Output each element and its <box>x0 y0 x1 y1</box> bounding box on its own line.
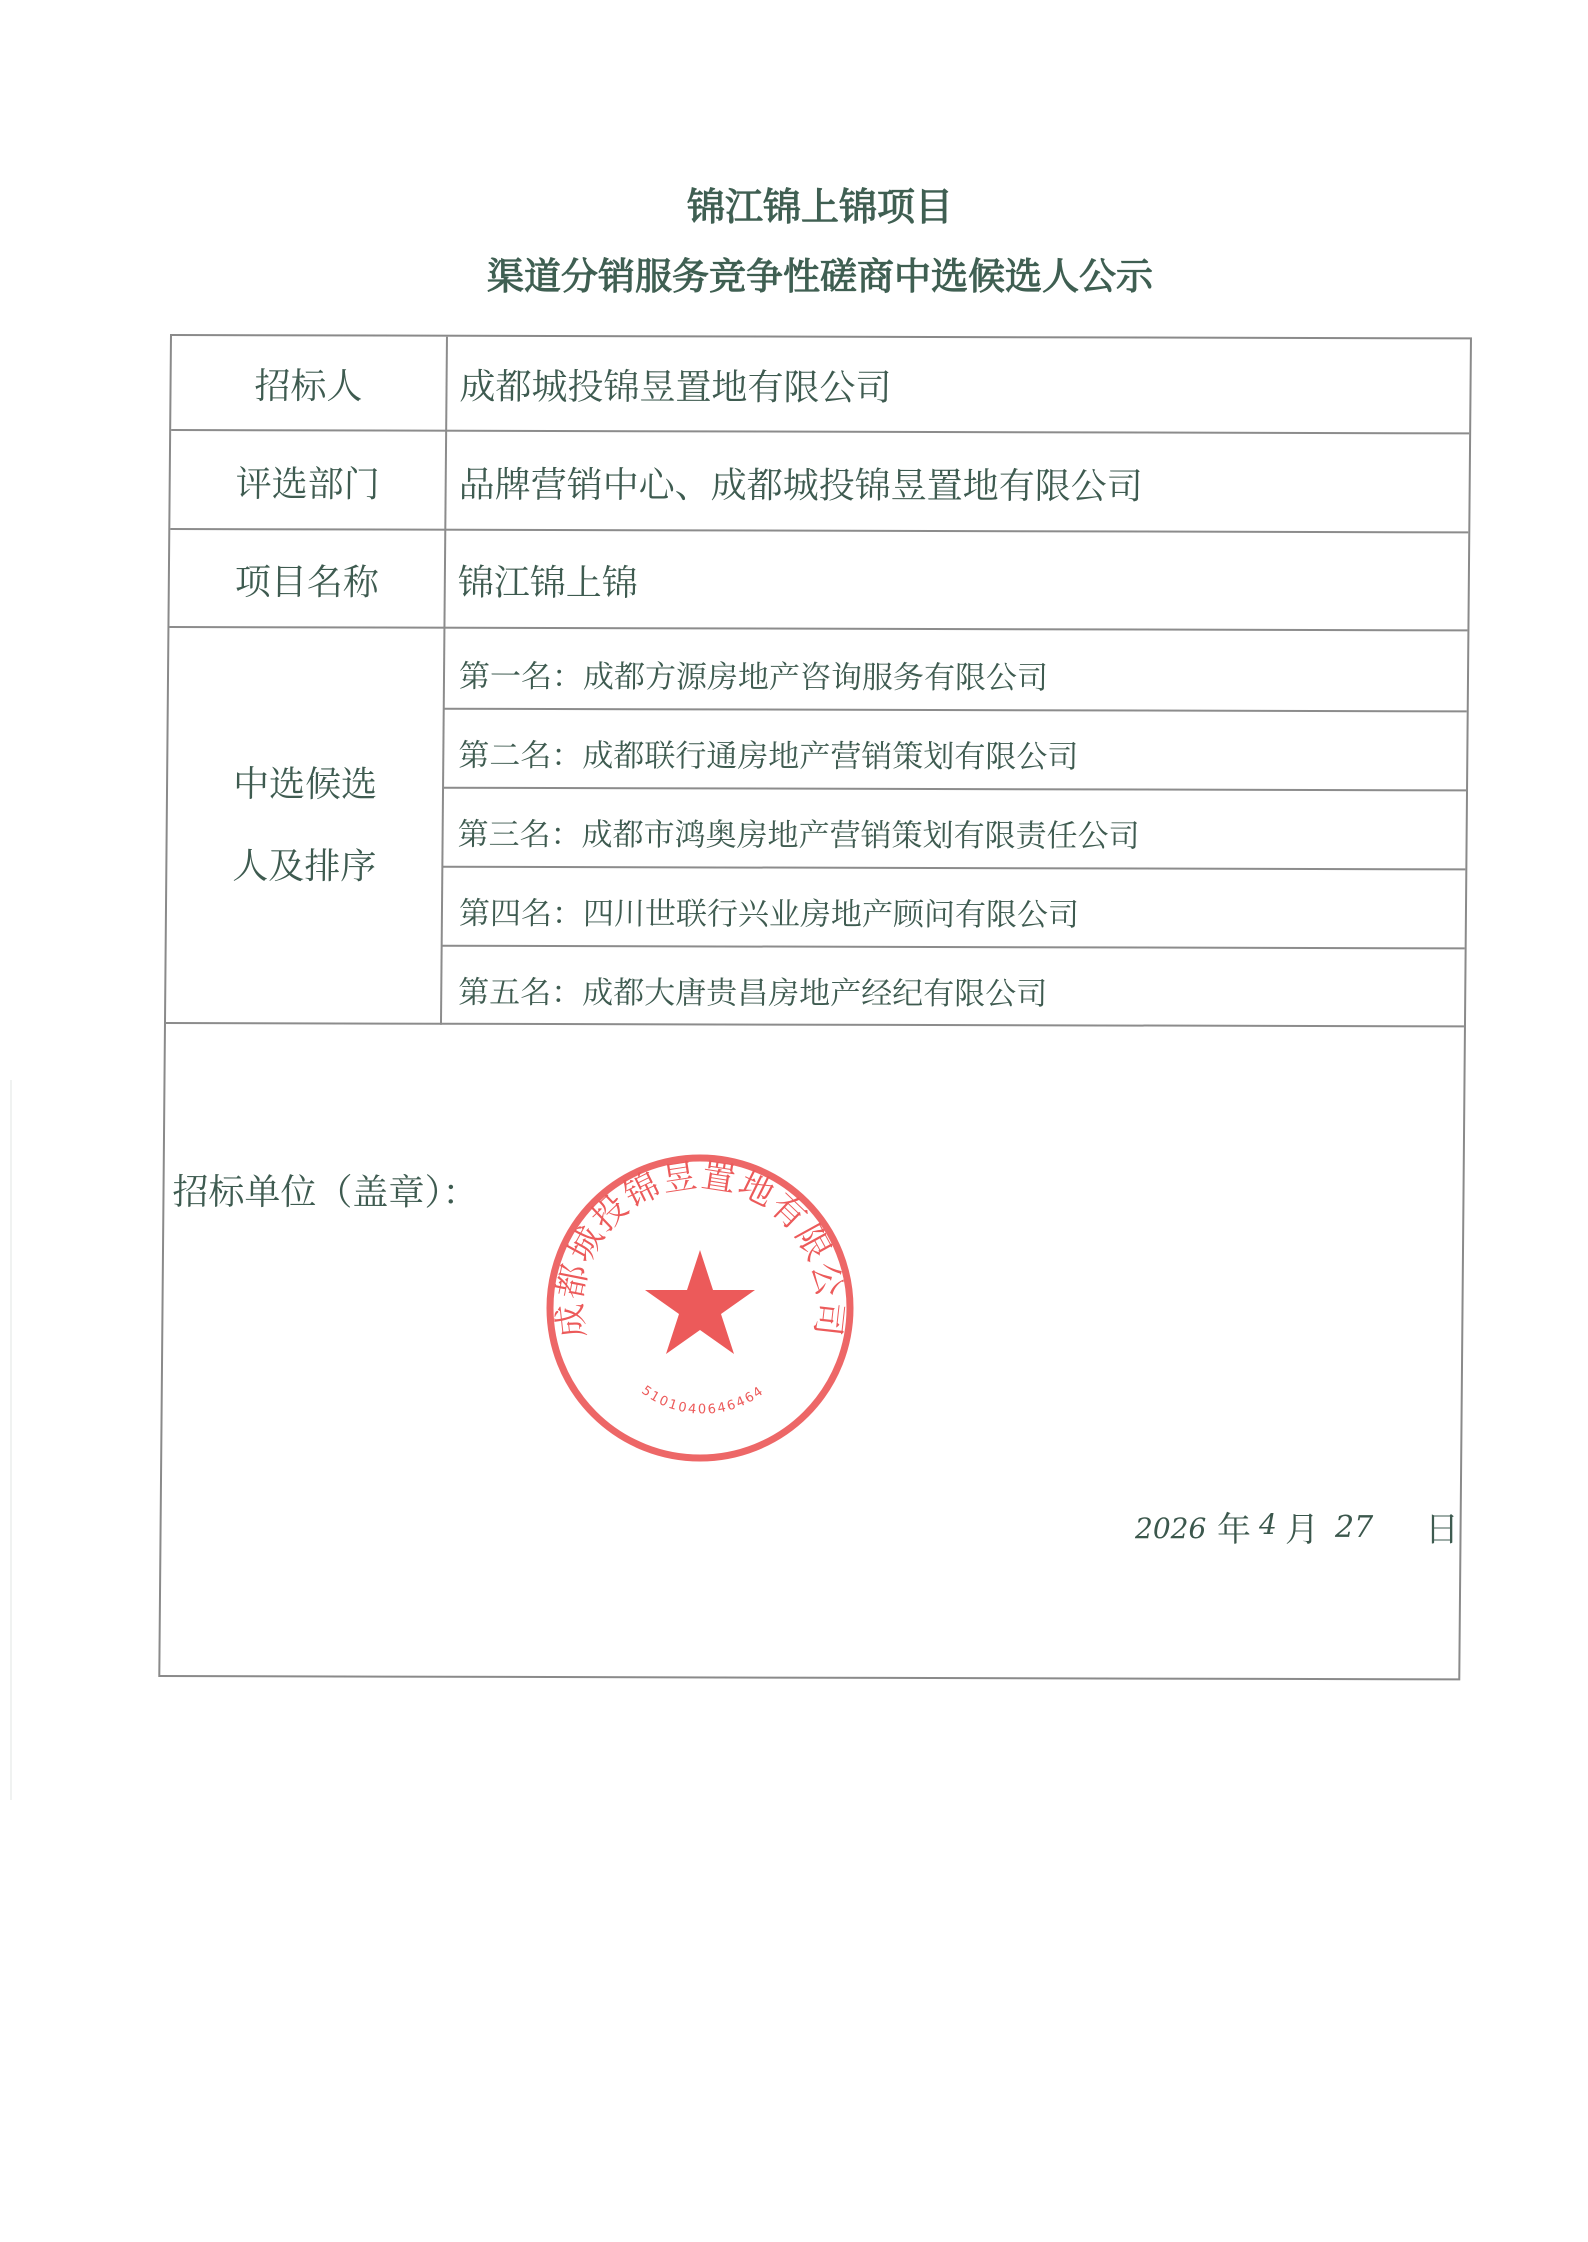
row-divider <box>166 1022 1464 1027</box>
candidate-rank: 第三名： <box>457 816 582 854</box>
candidate-name: 四川世联行兴业房地产顾问有限公司 <box>582 896 1080 934</box>
date-day-handwritten: 27 <box>1335 1510 1374 1545</box>
seal-label: 招标单位（盖章）： <box>172 1172 479 1214</box>
candidate-rank: 第二名： <box>458 737 583 775</box>
row-divider <box>169 626 1467 631</box>
label-project-name: 项目名称 <box>234 562 380 604</box>
candidate-item <box>459 651 1048 698</box>
document-title-line2: 渠道分销服务竞争性磋商中选候选人公示 <box>487 255 1153 298</box>
candidate-rank: 第四名： <box>458 895 584 933</box>
row-divider <box>170 528 1468 533</box>
candidate-item <box>458 967 1047 1014</box>
label-candidates-line1: 中选候选 <box>232 764 378 806</box>
date-year-suffix: 年 <box>1217 1510 1251 1550</box>
candidate-divider <box>442 945 1465 950</box>
date-month-handwritten: 4 <box>1259 1508 1277 1541</box>
candidate-divider <box>443 787 1466 792</box>
date-year-handwritten: 2026 <box>1135 1512 1207 1545</box>
candidate-rank: 第五名： <box>458 974 583 1012</box>
document-title-line1: 锦江锦上锦项目 <box>686 185 953 229</box>
scan-artifact <box>10 1080 12 1800</box>
star-icon <box>645 1250 755 1354</box>
value-tenderer: 成都城投锦昱置地有限公司 <box>459 366 892 409</box>
row-divider <box>171 429 1469 434</box>
candidate-divider <box>444 708 1467 713</box>
column-divider <box>440 337 448 1025</box>
candidate-item <box>458 730 1078 777</box>
candidate-name: 成都大唐贵昌房地产经纪有限公司 <box>582 975 1048 1013</box>
date-month-suffix: 月 <box>1285 1510 1319 1550</box>
label-tenderer: 招标人 <box>254 366 363 408</box>
company-stamp <box>540 1150 860 1470</box>
label-candidates-line2: 人及排序 <box>232 846 377 888</box>
stamp-text: 成都城投锦昱置地有限公司 <box>549 1155 851 1340</box>
value-project-name: 锦江锦上锦 <box>457 562 639 605</box>
candidate-name: 成都方源房地产咨询服务有限公司 <box>582 659 1049 697</box>
date-day-suffix: 日 <box>1425 1510 1459 1550</box>
stamp-code: 5101040646464 <box>638 1383 768 1418</box>
candidate-item <box>457 809 1139 856</box>
candidate-divider <box>442 866 1465 871</box>
signature-date <box>1135 1500 1475 1560</box>
value-evaluation-dept: 品牌营销中心、成都城投锦昱置地有限公司 <box>458 464 1143 508</box>
label-evaluation-dept: 评选部门 <box>235 464 380 506</box>
candidate-rank: 第一名： <box>458 658 584 696</box>
announcement-table <box>158 334 1472 1680</box>
candidate-item <box>459 888 1079 935</box>
candidate-name: 成都联行通房地产营销策划有限公司 <box>582 738 1079 776</box>
candidate-name: 成都市鸿奥房地产营销策划有限责任公司 <box>581 817 1140 855</box>
